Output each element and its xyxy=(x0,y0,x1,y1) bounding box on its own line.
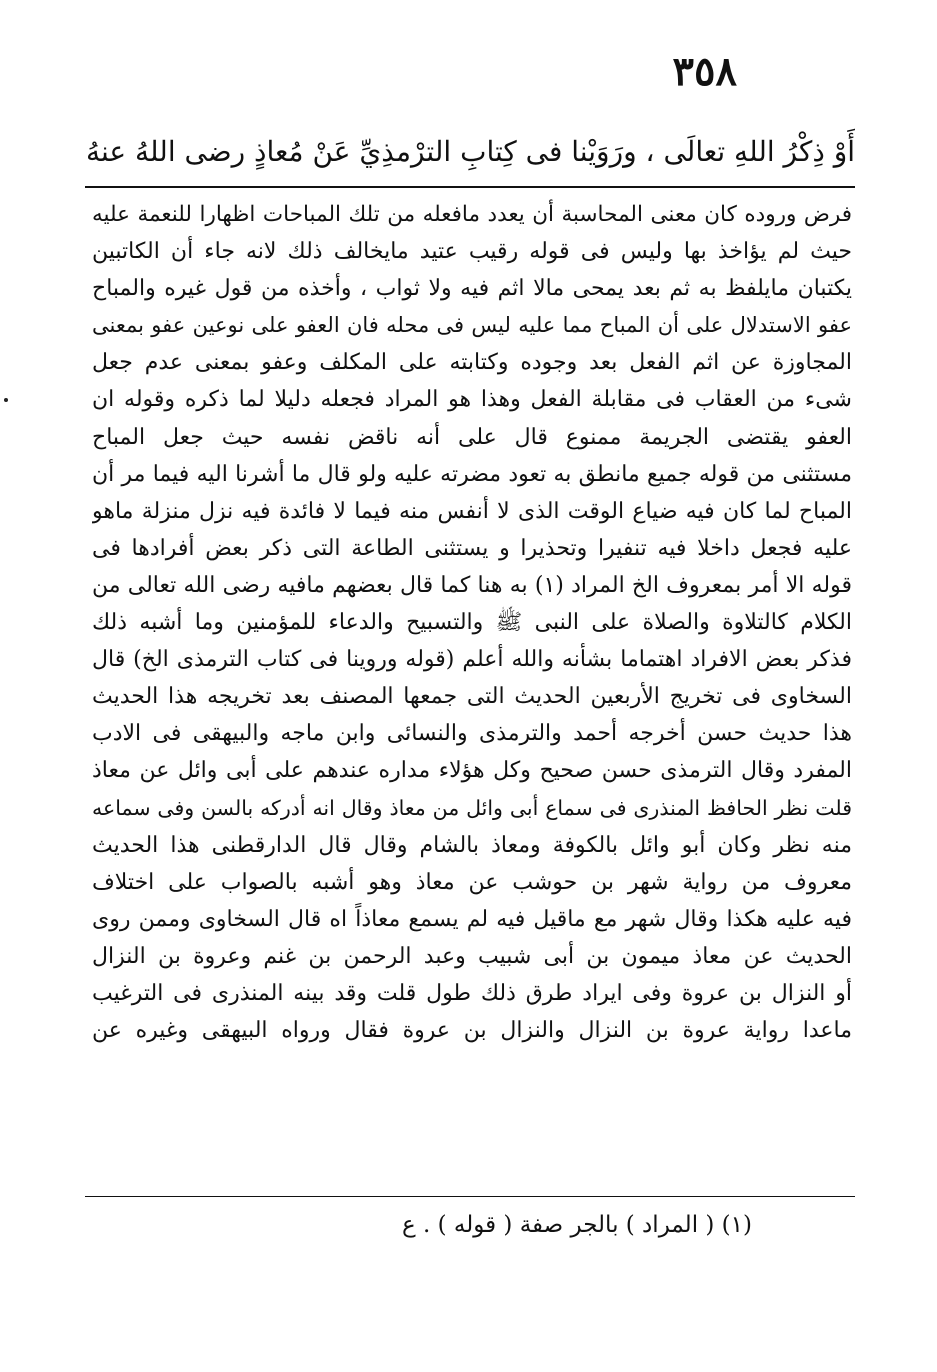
body-line: أو النزال بن عروة وفى ايراد طرق ذلك طول قلت وقد بينه المنذرى فى الترغيب xyxy=(92,980,852,1006)
body-line: المفرد وقال الترمذى حسن صحيح وكل هؤلاء مداره عندهم على أبى وائل عن معاذ xyxy=(92,758,852,784)
body-line: هذا حديث حسن أخرجه أحمد والترمذى والنسائى وابن ماجه والبيهقى فى الادب xyxy=(92,721,852,747)
body-line: الكلام كالتلاوة والصلاة على النبى ﷺ والتسبيح والدعاء للمؤمنين وما أشبه ذلك xyxy=(92,610,852,636)
body-line: قوله الا أمر بمعروف الخ المراد (١) به هنا كما قال بعضهم مافيه رضى الله تعالى من xyxy=(92,572,852,598)
body-line: ماعدا رواية عروة بن النزال والنزال بن عروة فقال ورواه البيهقى وغيره عن xyxy=(92,1018,852,1044)
body-line: قلت نظر الحافظ المنذرى فى سماع أبى وائل من معاذ وقال انه أدركه بالسن وفى سماعه xyxy=(92,795,852,820)
footnote-divider xyxy=(85,1196,855,1197)
body-line: شىء من العقاب فى مقابلة الفعل وهذا هو المراد فجعله دليلا لما ذكره وقوله ان xyxy=(92,387,852,413)
body-line: يكتبان مايلفظ به ثم بعد يمحى مالا اثم فيه ولا ثواب ، وأخذه من قول غيره والمباح xyxy=(92,276,852,302)
body-line: العفو يقتضى الجريمة ممنوع قال على أنه ناقض نفسه حيث جعل المباح xyxy=(92,424,852,450)
body-line: المباح لما كان فيه ضياع الوقت الذى لا أنفس منه فيما لا فائدة فيه نزل منزلة ماهو xyxy=(92,498,852,524)
matn-header-line: أَوْ ذِكْرُ اللهِ تعالَى ، ورَوَيْنا فى كِتابِ الترْمذِيِّ عَنْ مُعاذٍ رضى اللهُ عنهُ xyxy=(85,135,855,168)
body-line: السخاوى فى تخريج الأربعين الحديث التى جمعها المصنف بعد تخريجه هذا الحديث xyxy=(92,684,852,710)
top-divider xyxy=(85,186,855,188)
body-line: حيث لم يؤاخذ بها وليس فى قوله رقيب عتيد مايخالف ذلك لانه جاء أن الكاتبين xyxy=(92,239,852,265)
body-line: معروف من رواية شهر بن حوشب عن معاذ وهو أشبه بالصواب على اختلاف xyxy=(92,869,852,895)
body-line: عفو الاستدلال على أن المباح مما عليه ليس فى محله فان العفو على نوعين عفو بمعنى xyxy=(92,313,852,338)
body-line: مستثنى من قوله جميع مانطق به تعود مضرته عليه ولو قال ما أشرنا اليه فيما مر أن xyxy=(92,461,852,487)
body-line: المجاوزة عن اثم الفعل بعد وجوده وكتابته على المكلف وعفو بمعنى عدم جعل xyxy=(92,350,852,376)
body-line: الحديث عن معاذ ميمون بن أبى شبيب وعبد الرحمن بن غنم وعروة بن النزال xyxy=(92,943,852,969)
commentary-body xyxy=(92,196,852,1049)
body-line: فذكر بعض الافراد اهتماما بشأنه والله أعلم (قوله وروينا فى كتاب الترمذى الخ) قال xyxy=(92,647,852,673)
body-line: منه نظر وكان أبو وائل بالكوفة ومعاذ بالشام وقال قال الدارقطنى هذا الحديث xyxy=(92,832,852,858)
body-line: فيه عليه هكذا وقال شهر مع ماقيل فيه لم يسمع معاذاً اه قال السخاوى وممن روى xyxy=(92,906,852,932)
body-line: عليه فجعل داخلا فيه تنفيرا وتحذيرا و يستثنى الطاعة التى ذكر بعض أفرادها فى xyxy=(92,535,852,561)
body-line: فرض وروده كان معنى المحاسبة أن يعدد مافعله من تلك المباحات اظهارا للنعمة عليه xyxy=(92,202,852,227)
page-number: ٣٥٨ xyxy=(672,48,737,95)
footnote: (١) ( المراد ) بالجر صفة ( قوله ) . ع xyxy=(401,1212,752,1238)
margin-speck xyxy=(4,398,8,402)
